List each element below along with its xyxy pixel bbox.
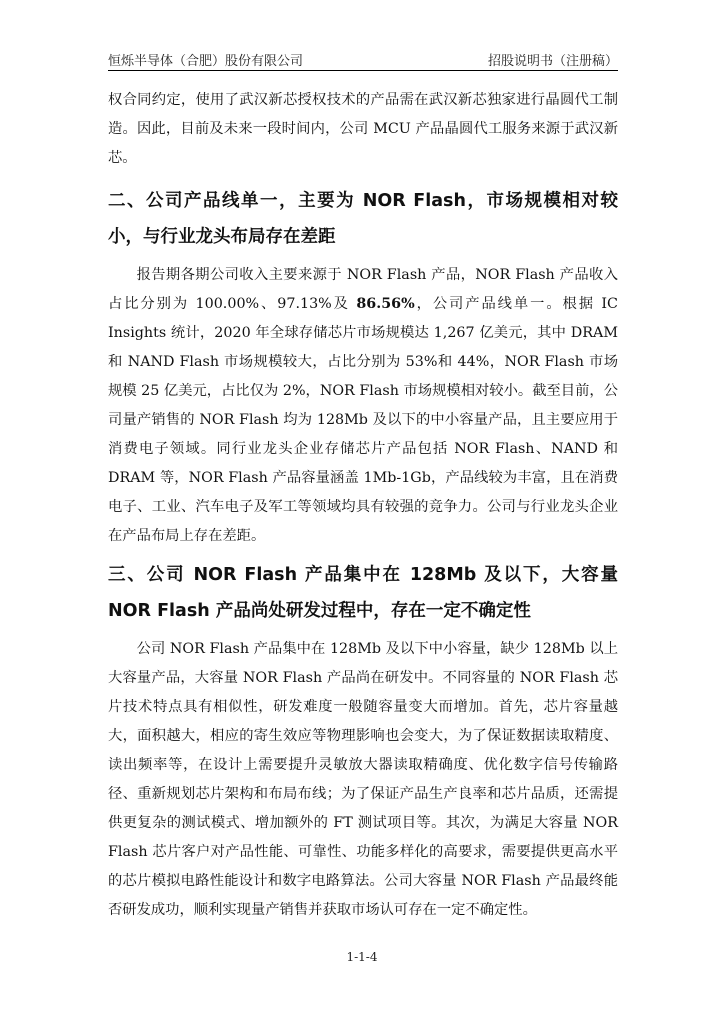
page-header (108, 48, 618, 70)
header-document-type: 招股说明书（注册稿） (487, 54, 618, 69)
section-heading-3: 三、公司 NOR Flash 产品集中在 128Mb 及以下，大容量 NOR Flash 产品尚处研发过程中，存在一定不确定性 (108, 565, 618, 621)
header-divider (108, 70, 618, 71)
paragraph-capacity-risk: 公司 NOR Flash 产品集中在 128Mb 及以下中小容量，缺少 128Mb 以上大容量产品，大容量 NOR Flash 产品尚在研发中。不同容量的 NOR Flash 芯片技术特点具有相似性，研发难度一般随容量变大而增加。首先，芯片容量越大，面积越大，相应的寄生效应等物理影响也会变大，为了保证数据读取精度、读出频率等，在设计上需要提升灵敏放大器读取精确度、优化数字信号传输路径、重新规划芯片架构和布局布线；为了保证产品生产良率和芯片品质，还需提供更复杂的测试模式、增加额外的 FT 测试项目等。其次，为满足大容量 NOR Flash 芯片客户对产品性能、可靠性、功能多样化的高要求，需要提供更高水平的芯片模拟电路性能设计和数字电路算法。公司大容量 NOR Flash 产品最终能否研发成功，顺利实现量产销售并获取市场认可存在一定不确定性。 (108, 641, 618, 918)
section-heading-2: 二、公司产品线单一，主要为 NOR Flash，市场规模相对较小，与行业龙头布局存在差距 (108, 191, 618, 247)
page-number: 1-1-4 (346, 950, 378, 964)
paragraph-product-line-part2: ，公司产品线单一。根据 IC Insights 统计，2020 年全球存储芯片市场规模达 1,267 亿美元，其中 DRAM 和 NAND Flash 市场规模较大，占比分别为 53%和 44%，NOR Flash 市场规模 25 亿美元，占比仅为 2%，NOR Flash 市场规模相对较小。截至目前，公司量产销售的 NOR Flash 均为 128Mb 及以下的中小容量产品，且主要应用于消费电子领域。同行业龙头企业存储芯片产品包括 NOR Flash、NAND 和 DRAM 等，NOR Flash 产品容量涵盖 1Mb-1Gb，产品线较为丰富，且在消费电子、工业、汽车电子及军工等领域均具有较强的竞争力。公司与行业龙头企业在产品布局上存在差距。 (108, 296, 618, 544)
paragraph-product-line-part1: 报告期各期公司收入主要来源于 NOR Flash 产品，NOR Flash 产品收入占比分别为 100.00%、97.13%及 (108, 267, 618, 312)
paragraph-continuation: 权合同约定，使用了武汉新芯授权技术的产品需在武汉新芯独家进行晶圆代工制造。因此，目前及未来一段时间内，公司 MCU 产品晶圆代工服务来源于武汉新芯。 (108, 92, 618, 166)
document-body (108, 86, 618, 925)
paragraph-product-line-highlight: 86.56% (356, 296, 415, 312)
paragraph-product-line (108, 261, 618, 551)
header-company-name: 恒烁半导体（合肥）股份有限公司 (108, 54, 304, 69)
